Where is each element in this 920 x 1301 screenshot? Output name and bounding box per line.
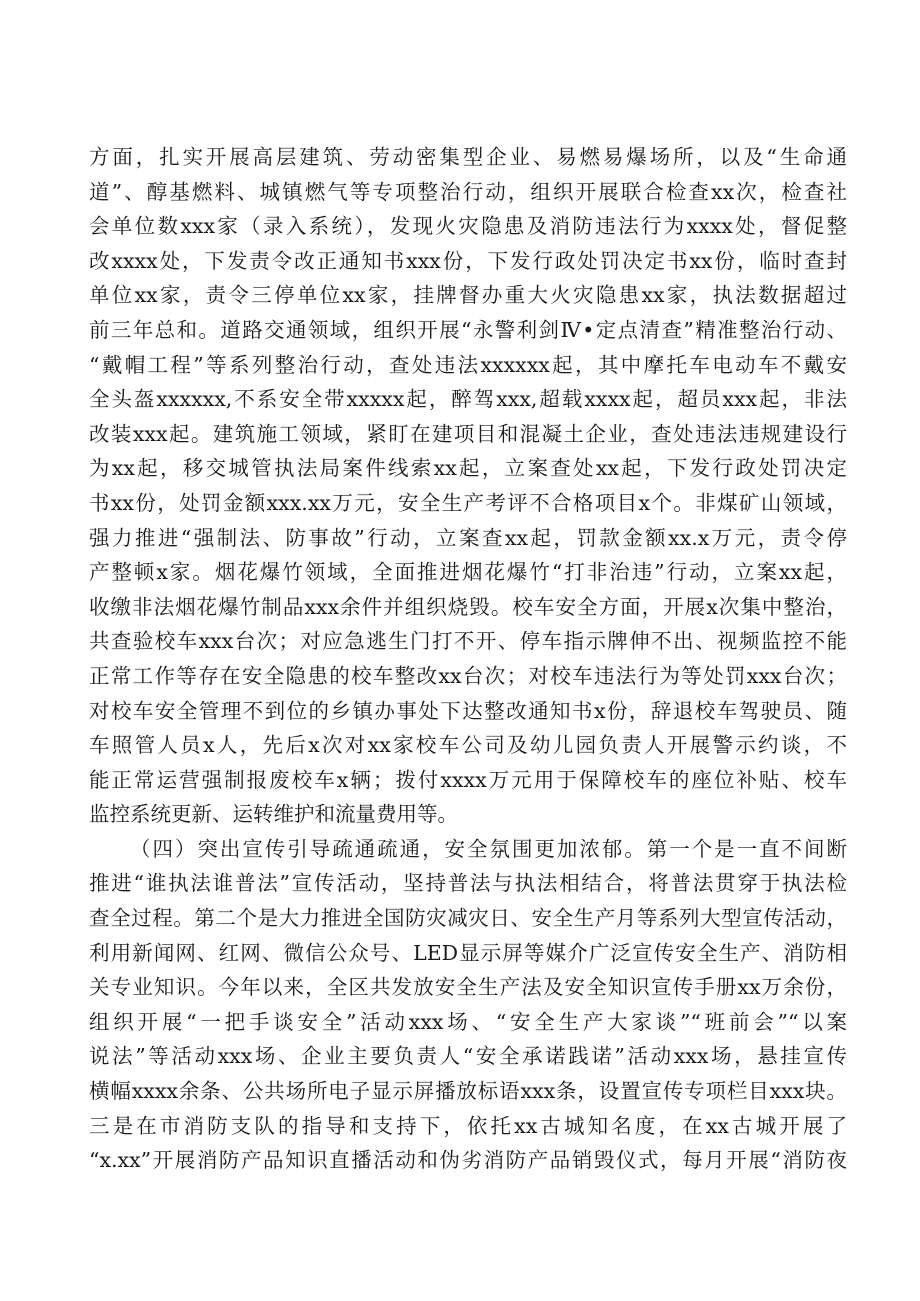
text-line: 车照管人员x人，先后x次对xx家校车公司及幼儿园负责人开展警示约谈，不: [89, 733, 847, 758]
text-line: 正常工作等存在安全隐患的校车整改xx台次；对校车违法行为等处罚xxx台次；: [89, 663, 847, 688]
text-line: 能正常运营强制报废校车x辆；拨付xxxx万元用于保障校车的座位补贴、校车: [89, 767, 847, 792]
text-line: 改装xxx起。建筑施工领域，紧盯在建项目和混凝土企业，查处违法违规建设行: [89, 421, 847, 446]
text-line: 单位xx家，责令三停单位xx家，挂牌督办重大火灾隐患xx家，执法数据超过: [89, 283, 847, 308]
text-line: 关专业知识。今年以来，全区共发放安全生产法及安全知识宣传手册xx万余份，: [89, 975, 847, 1000]
text-line: 方面，扎实开展高层建筑、劳动密集型企业、易燃易爆场所，以及“生命通: [89, 145, 847, 169]
body-text: [89, 140, 847, 1178]
text-line: 对校车安全管理不到位的乡镇办事处下达整改通知书x份，辞退校车驾驶员、随: [89, 698, 847, 723]
text-line: 组织开展“一把手谈安全”活动xxx场、“安全生产大家谈”“班前会”“以案: [89, 1009, 847, 1034]
text-line: 说法”等活动xxx场、企业主要负责人“安全承诺践诺”活动xxx场，悬挂宣传: [89, 1044, 847, 1069]
text-line: 强力推进“强制法、防事故”行动，立案查xx起，罚款金额xx.x万元，责令停: [89, 525, 847, 550]
text-line: 道”、醇基燃料、城镇燃气等专项整治行动，组织开展联合检查xx次，检查社: [89, 179, 847, 204]
text-line: 收缴非法烟花爆竹制品xxx余件并组织烧毁。校车安全方面，开展x次集中整治，: [89, 594, 847, 619]
text-line: 横幅xxxx余条、公共场所电子显示屏播放标语xxx条，设置宣传专项栏目xxx块。: [89, 1079, 847, 1104]
text-line: 查全过程。第二个是大力推进全国防灾减灾日、安全生产月等系列大型宣传活动，: [89, 906, 847, 931]
text-line: 全头盔xxxxxx,不系安全带xxxxx起，醉驾xxx,超载xxxx起，超员xxx起，非法: [89, 387, 847, 412]
text-line: 前三年总和。道路交通领域，组织开展“永警利剑Ⅳ•定点清查”精准整治行动、: [89, 317, 847, 342]
section-heading-line: （四）突出宣传引导疏通疏通，安全氛围更加浓郁。第一个是一直不间断: [130, 836, 847, 861]
text-line: 产整顿x家。烟花爆竹领域，全面推进烟花爆竹“打非治违”行动，立案xx起，: [89, 560, 847, 585]
text-line: 改xxxx处，下发责令改正通知书xxx份，下发行政处罚决定书xx份，临时查封: [89, 248, 847, 273]
text-line: 利用新闻网、红网、微信公众号、LED显示屏等媒介广泛宣传安全生产、消防相: [89, 940, 847, 965]
text-line: 书xx份，处罚金额xxx.xx万元，安全生产考评不合格项目x个。非煤矿山领域，: [89, 490, 847, 515]
text-line: “戴帽工程”等系列整治行动，查处违法xxxxxx起，其中摩托车电动车不戴安: [89, 352, 847, 377]
text-line: 会单位数xxx家（录入系统），发现火灾隐患及消防违法行为xxxx处，督促整: [89, 214, 847, 239]
text-line: “x.xx”开展消防产品知识直播活动和伪劣消防产品销毁仪式，每月开展“消防夜: [89, 1148, 847, 1173]
text-line: 共查验校车xxx台次；对应急逃生门打不开、停车指示牌伸不出、视频监控不能: [89, 629, 847, 654]
text-line: 推进“谁执法谁普法”宣传活动，坚持普法与执法相结合，将普法贯穿于执法检: [89, 871, 847, 896]
text-line: 为xx起，移交城管执法局案件线索xx起，立案查处xx起，下发行政处罚决定: [89, 456, 847, 481]
paragraph-end-line: 监控系统更新、运转维护和流量费用等。: [89, 802, 458, 827]
text-line: 三是在市消防支队的指导和支持下，依托xx古城知名度，在xx古城开展了: [89, 1113, 847, 1138]
